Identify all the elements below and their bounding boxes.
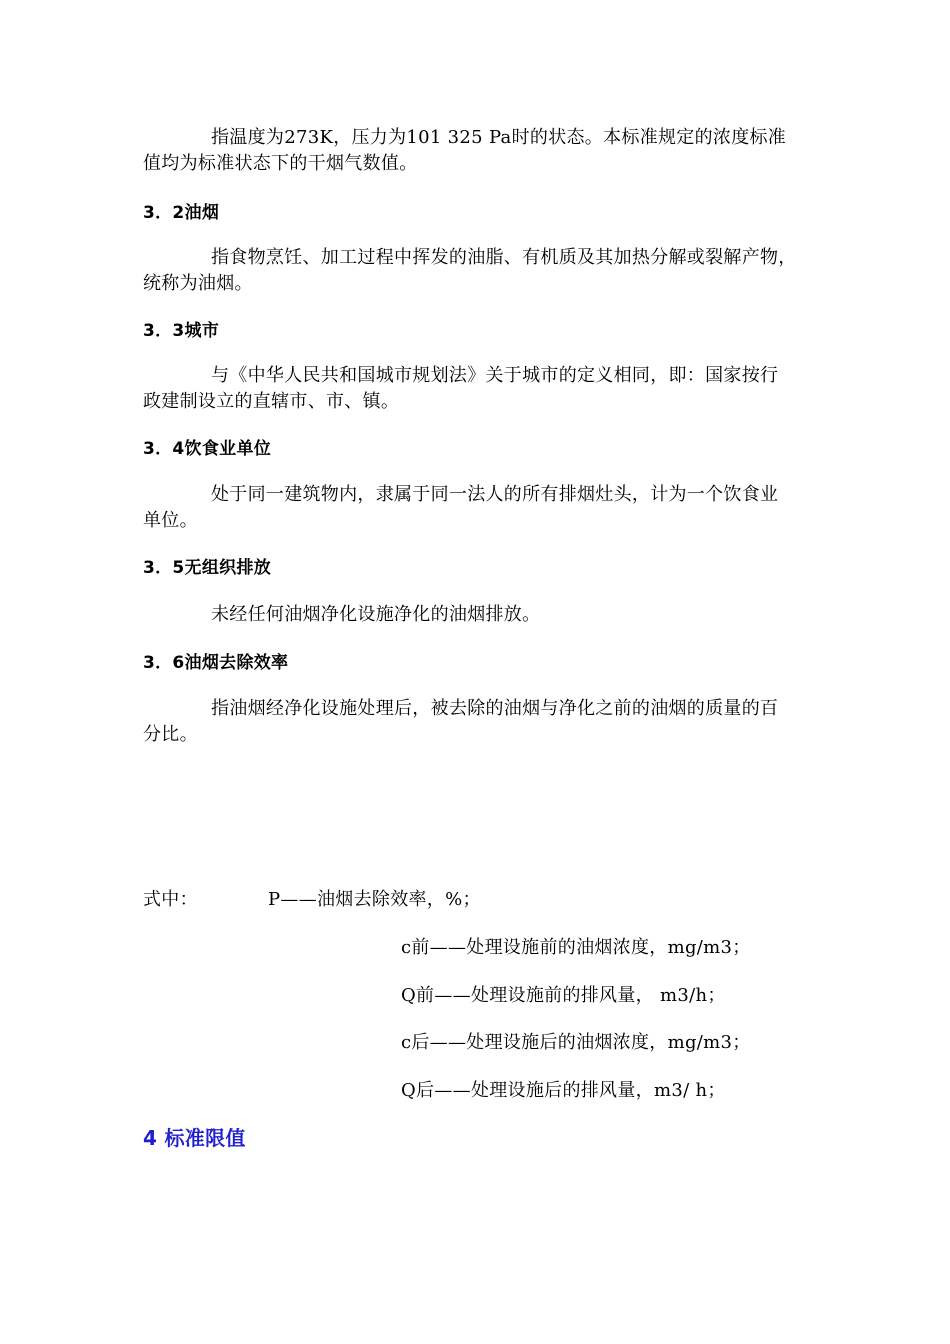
formula-var-p: P——油烟去除效率，%；: [268, 889, 481, 910]
heading-3-5: 3．5无组织排放: [143, 558, 272, 578]
heading-3-6: 3．6油烟去除效率: [143, 653, 289, 673]
section-4-heading: 4 标准限值: [143, 1126, 246, 1150]
heading-3-3: 3．3城市: [143, 321, 220, 341]
s33-line-2: 政建制设立的直辖市、市、镇。: [143, 391, 400, 412]
s32-line-2: 统称为油烟。: [143, 273, 253, 294]
s34-line-2: 单位。: [143, 510, 198, 531]
s36-line-2: 分比。: [143, 724, 198, 745]
formula-var-q-after: Q后——处理设施后的排风量，m3/ h；: [401, 1080, 726, 1101]
formula-var-c-after: c后——处理设施后的油烟浓度，mg/m3；: [401, 1032, 751, 1053]
heading-3-2: 3．2油烟: [143, 203, 220, 223]
s34-line-1: 处于同一建筑物内，隶属于同一法人的所有排烟灶头，计为一个饮食业: [211, 484, 779, 505]
s36-line-1: 指油烟经净化设施处理后，被去除的油烟与净化之前的油烟的质量的百: [211, 698, 779, 719]
standard-state-line-2: 值均为标准状态下的干烟气数值。: [143, 153, 418, 174]
s35-line-1: 未经任何油烟净化设施净化的油烟排放。: [211, 604, 541, 625]
formula-var-q-before: Q前——处理设施前的排风量， m3/h；: [401, 985, 726, 1006]
standard-state-line-1: 指温度为273K，压力为101 325 Pa时的状态。本标准规定的浓度标准: [211, 127, 787, 148]
s32-line-1: 指食物烹饪、加工过程中挥发的油脂、有机质及其加热分解或裂解产物，: [211, 247, 797, 268]
heading-3-4: 3．4饮食业单位: [143, 439, 272, 459]
s33-line-1: 与《中华人民共和国城市规划法》关于城市的定义相同，即：国家按行: [211, 365, 779, 386]
formula-var-c-before: c前——处理设施前的油烟浓度，mg/m3；: [401, 937, 751, 958]
formula-where-label: 式中：: [143, 889, 198, 910]
